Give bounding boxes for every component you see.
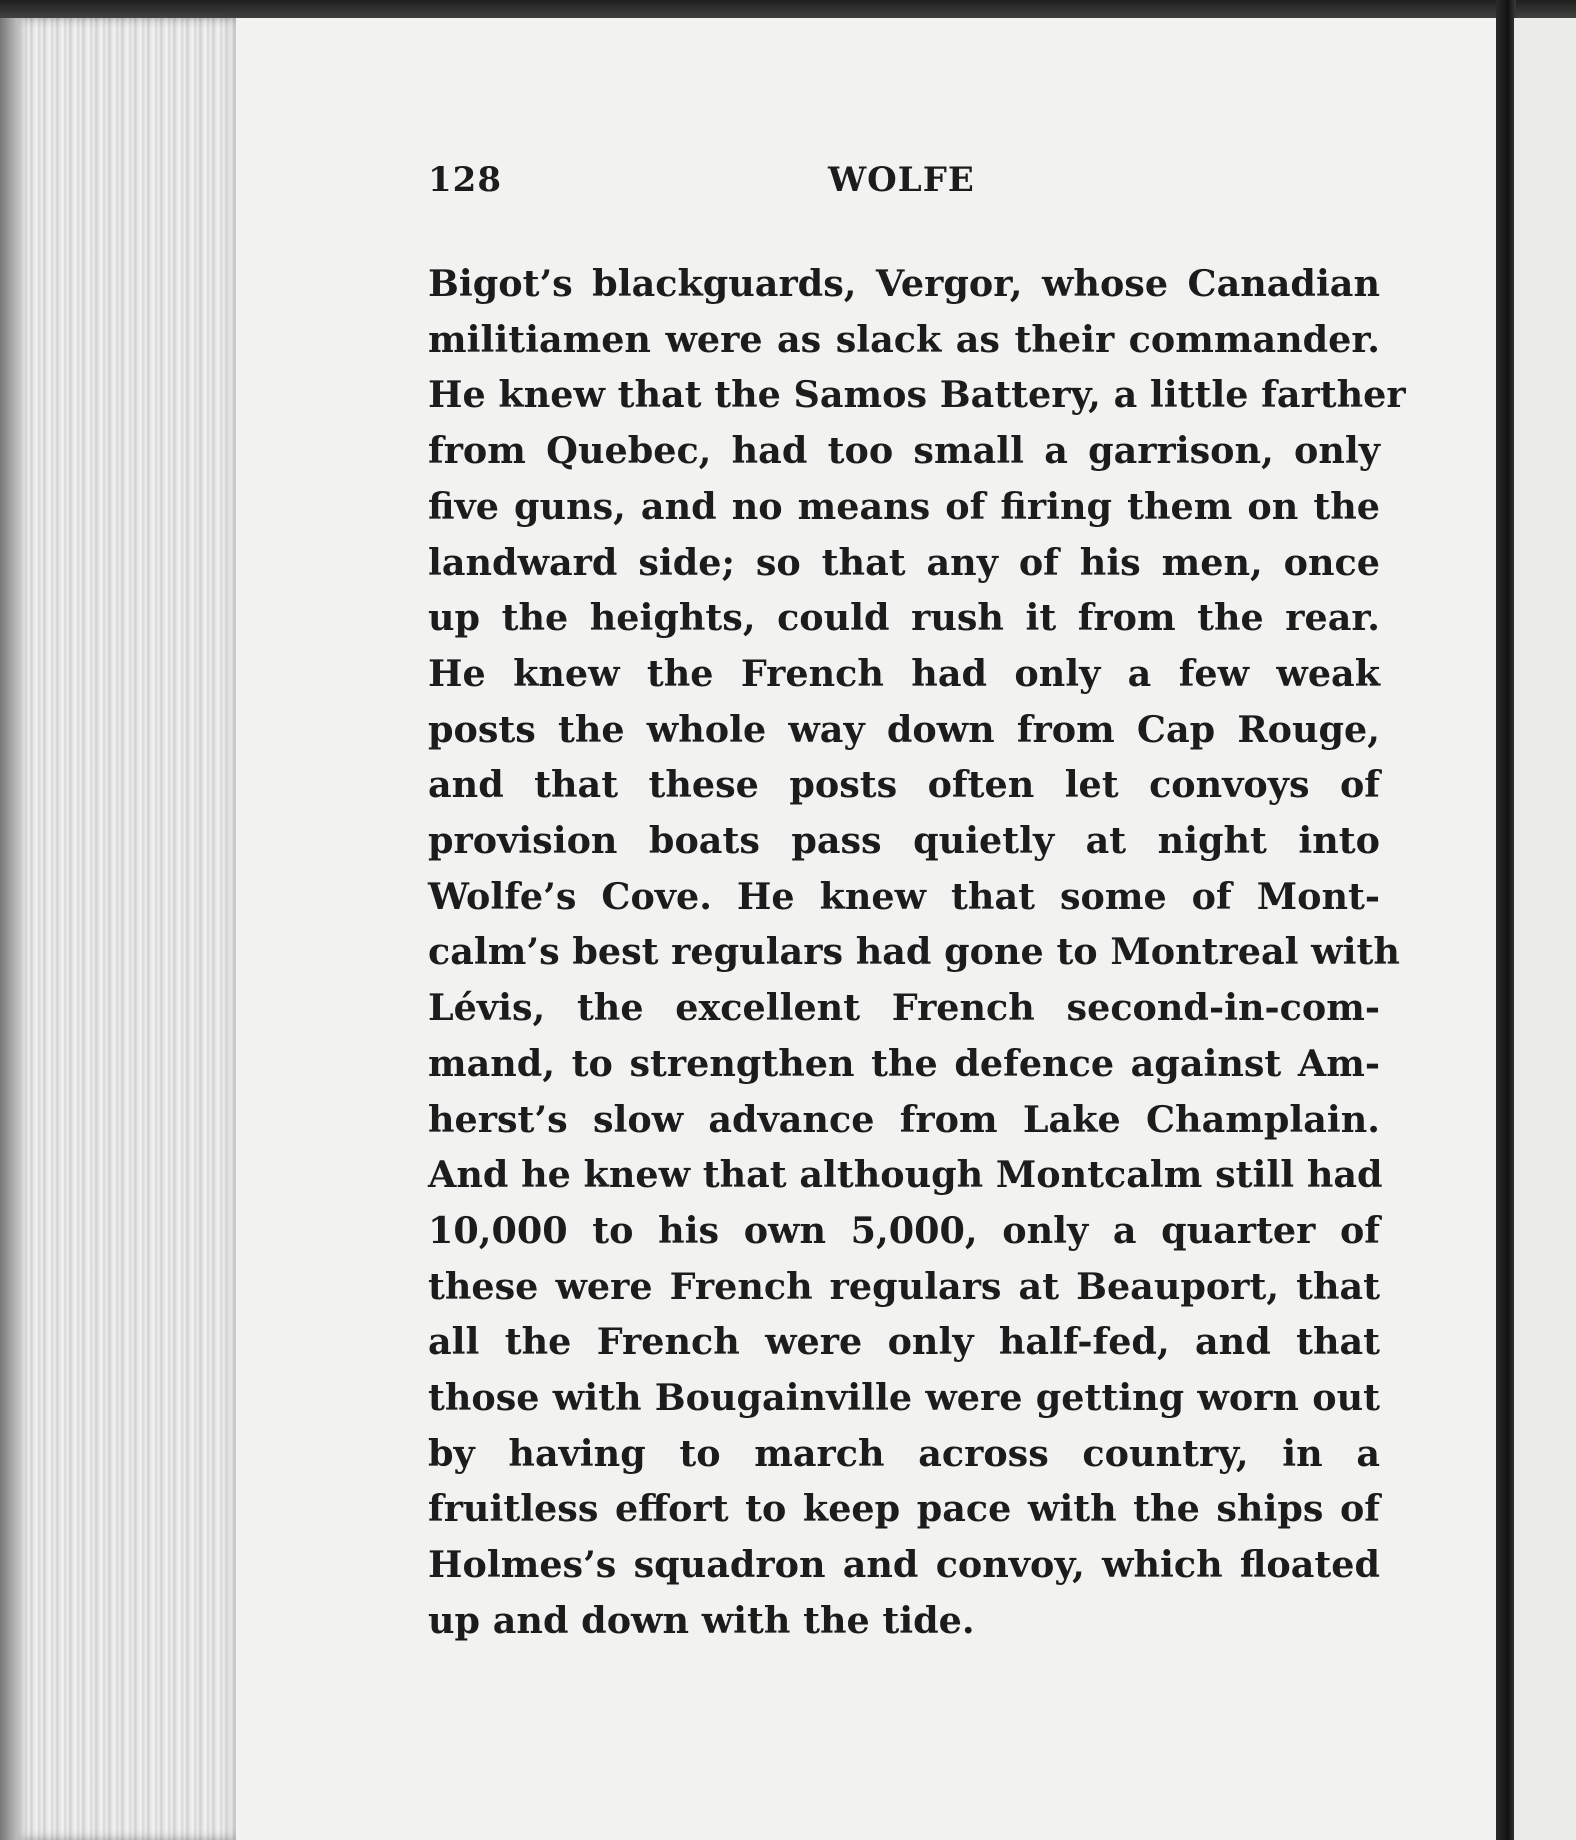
text-line: by having to march across country, in a xyxy=(428,1431,1380,1475)
text-line: 10,000 to his own 5,000, only a quarter of xyxy=(428,1208,1380,1252)
text-line: and that these posts often let convoys of xyxy=(428,763,1380,807)
text-line: And he knew that although Montcalm still had xyxy=(428,1153,1383,1197)
page-title: WOLFE xyxy=(828,160,975,200)
text-line: mand, to strengthen the defence against Am- xyxy=(428,1041,1380,1085)
text-line: He knew the French had only a few weak xyxy=(428,651,1380,695)
text-line: Lévis, the excellent French second-in-com- xyxy=(428,986,1380,1030)
text-line: landward side; so that any of his men, once xyxy=(428,540,1380,584)
text-line: fruitless effort to keep pace with the ships of xyxy=(428,1487,1380,1531)
text-line: up and down with the tide. xyxy=(428,1598,975,1642)
text-line: militiamen were as slack as their commander. xyxy=(428,317,1380,361)
text-line: these were French regulars at Beauport, that xyxy=(428,1264,1380,1308)
page-number: 128 xyxy=(428,160,502,200)
body-text xyxy=(428,256,1406,1649)
text-line: Holmes’s squadron and convoy, which floated xyxy=(428,1543,1380,1587)
text-line: up the heights, could rush it from the rear. xyxy=(428,596,1380,640)
text-line: all the French were only half-fed, and that xyxy=(428,1320,1380,1364)
text-line: posts the whole way down from Cap Rouge, xyxy=(428,707,1380,751)
text-line: those with Bougainville were getting worn out xyxy=(428,1376,1380,1420)
text-line: Bigot’s blackguards, Vergor, whose Canadian xyxy=(428,262,1380,305)
text-line: calm’s best regulars had gone to Montreal with xyxy=(428,930,1400,974)
text-line: Wolfe’s Cove. He knew that some of Mont- xyxy=(428,874,1380,918)
text-line: provision boats pass quietly at night into xyxy=(428,819,1380,863)
book-gutter xyxy=(1496,0,1516,1840)
page-edges xyxy=(0,18,250,1840)
text-line: from Quebec, had too small a garrison, only xyxy=(428,429,1380,473)
running-head xyxy=(428,160,984,210)
text-line: five guns, and no means of firing them on the xyxy=(428,484,1380,528)
text-line: herst’s slow advance from Lake Champlain. xyxy=(428,1097,1380,1141)
text-line: He knew that the Samos Battery, a little farther xyxy=(428,373,1406,417)
facing-page-edge xyxy=(1514,18,1576,1840)
